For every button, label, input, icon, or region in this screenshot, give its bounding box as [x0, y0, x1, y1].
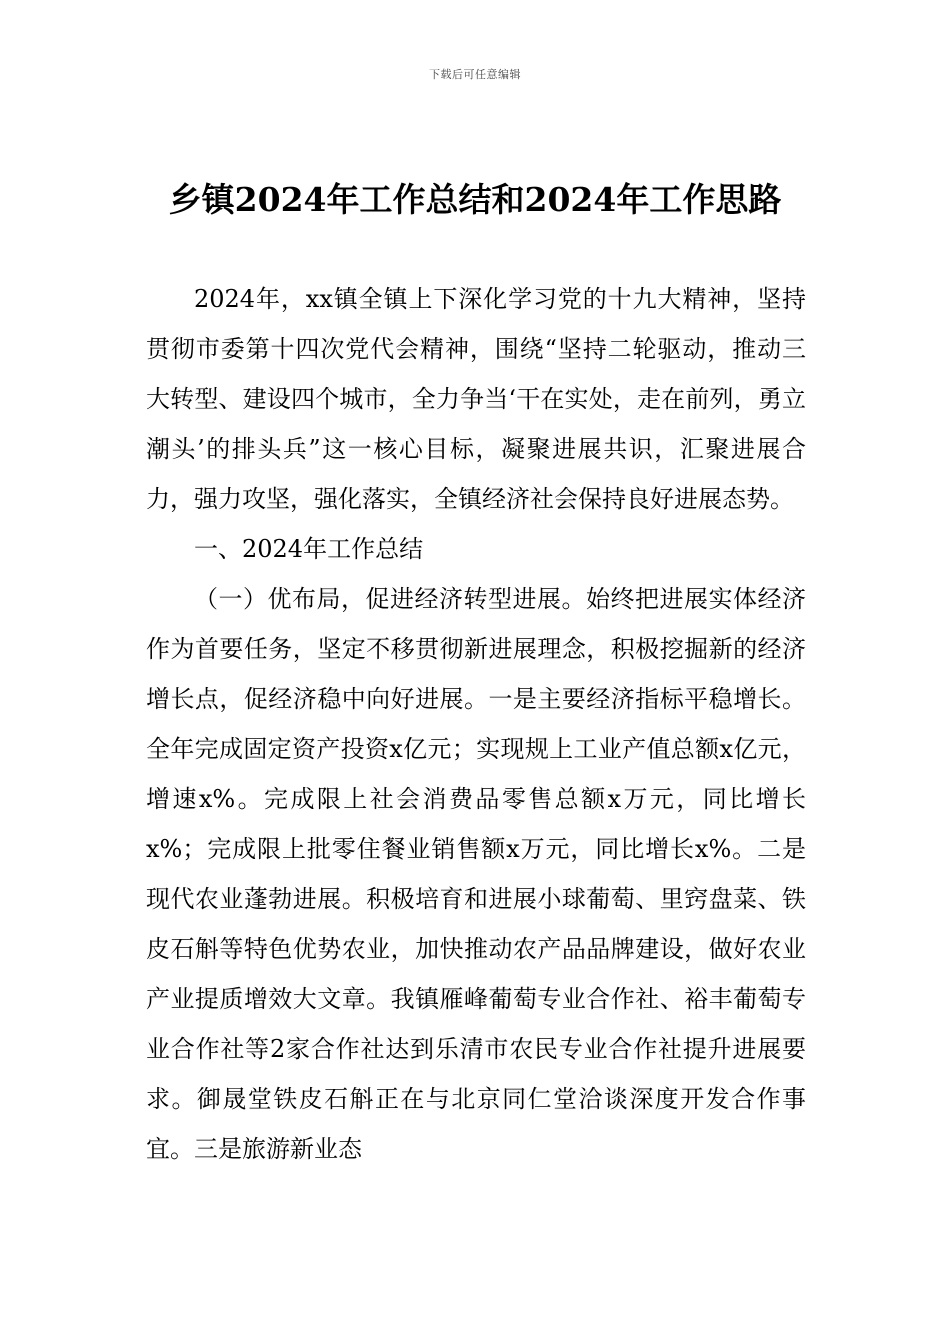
paragraph-section-1: （一）优布局，促进经济转型进展。始终把进展实体经济作为首要任务，坚定不移贯彻新进展理念，积极挖掘新的经济增长点，促经济稳中向好进展。一是主要经济指标平稳增长。全年完成固定资产投资x亿元；实现规上工业产值总额x亿元，增速x%。完成限上社会消费品零售总额x万元，同比增长x%；完成限上批零住餐业销售额x万元，同比增长x%。二是现代农业蓬勃进展。积极培育和进展小球葡萄、里窍盘菜、铁皮石斛等特色优势农业，加快推动农产品品牌建设，做好农业产业提质增效大文章。我镇雁峰葡萄专业合作社、裕丰葡萄专业合作社等2家合作社达到乐清市农民专业合作社提升进展要求。御晟堂铁皮石斛正在与北京同仁堂洽谈深度开发合作事宜。三是旅游新业态	[146, 585, 806, 1163]
document-body	[146, 274, 806, 1174]
document-title: 乡镇2024年工作总结和2024年工作思路	[168, 180, 782, 219]
paragraph-intro: 2024年，xx镇全镇上下深化学习党的十九大精神，坚持贯彻市委第十四次党代会精神，围绕“坚持二轮驱动，推动三大转型、建设四个城市，全力争当‘干在实处，走在前列，勇立潮头’的排头兵”这一核心目标，凝聚进展共识，汇聚进展合力，强力攻坚，强化落实，全镇经济社会保持良好进展态势。	[146, 285, 806, 513]
section-heading: 一、2024年工作总结	[194, 535, 424, 563]
header-note: 下载后可任意编辑	[429, 68, 521, 81]
